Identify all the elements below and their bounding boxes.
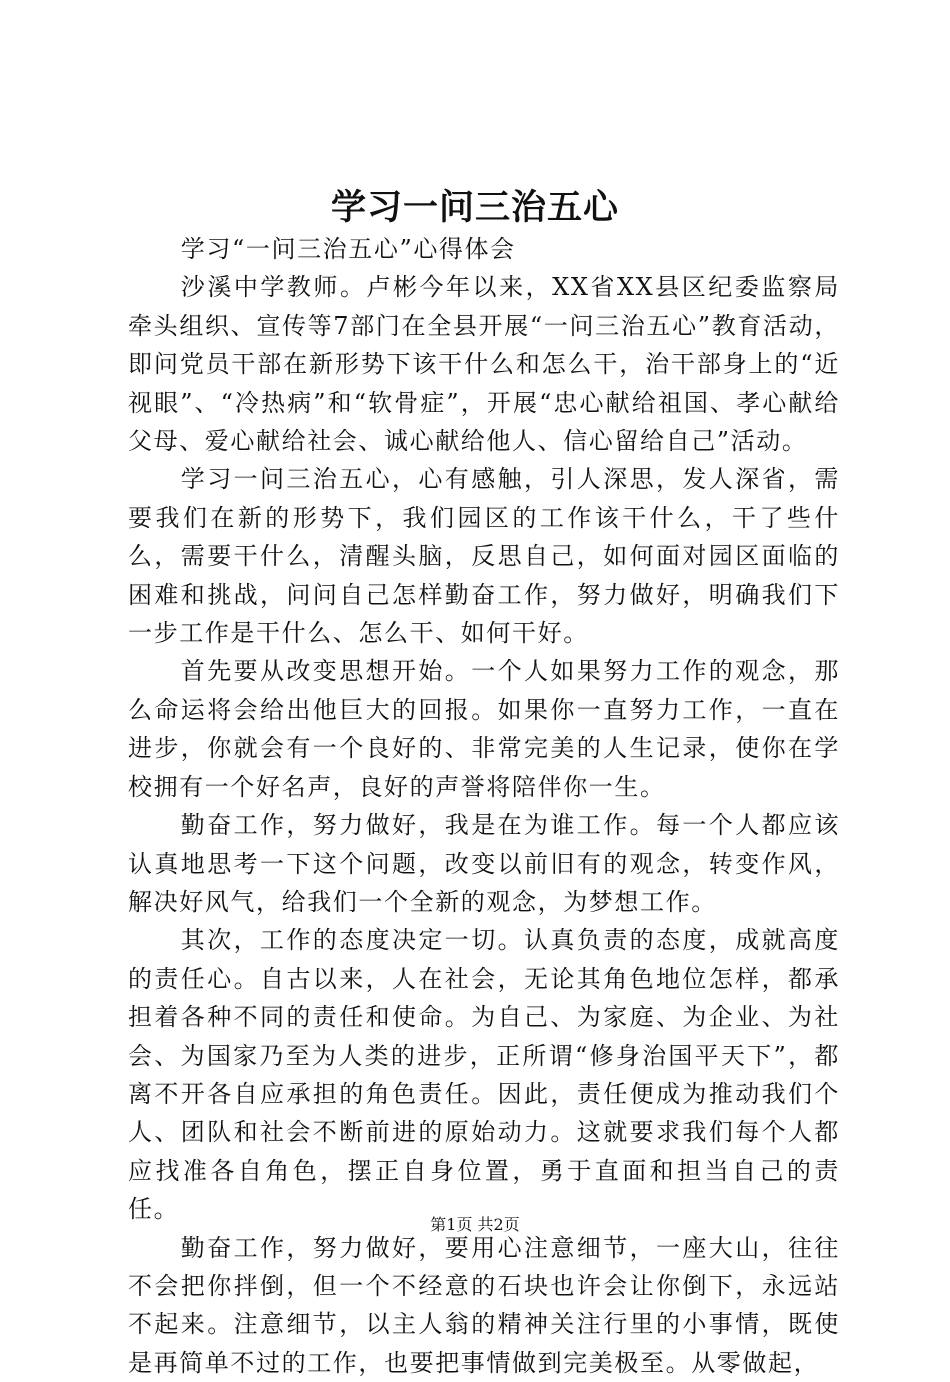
paragraph: 其次，工作的态度决定一切。认真负责的态度，成就高度的责任心。自古以来，人在社会，无论其角色地位怎样，都承担着各种不同的责任和使命。为自己、为家庭、为企业、为社会、为国家乃至为人类的进步，正所谓“修身治国平天下”，都离不开各自应承担的角色责任。因此，责任便成为推动我们个人、团队和社会不断前进的原始动力。这就要求我们每个人都应找准各自角色，摆正自身位置，勇于直面和担当自己的责任。 bbox=[128, 926, 840, 1224]
document-body bbox=[128, 230, 840, 1382]
document-title: 学习一问三治五心 bbox=[330, 187, 619, 228]
page-number-footer: 第1页 共2页 bbox=[430, 1215, 520, 1234]
paragraph: 首先要从改变思想开始。一个人如果努力工作的观念，那么命运将会给出他巨大的回报。如果你一直努力工作，一直在进步，你就会有一个良好的、非常完美的人生记录，使你在学校拥有一个好名声，良好的声誉将陪伴你一生。 bbox=[128, 657, 840, 801]
paragraph: 沙溪中学教师。卢彬今年以来，XX省XX县区纪委监察局牵头组织、宣传等7部门在全县开展“一问三治五心”教育活动，即问党员干部在新形势下该干什么和怎么干，治干部身上的“近视眼”、“冷热病”和“软骨症”，开展“忠心献给祖国、孝心献给父母、爱心献给社会、诚心献给他人、信心留给自己”活动。 bbox=[128, 273, 840, 456]
paragraph: 勤奋工作，努力做好，我是在为谁工作。每一个人都应该认真地思考一下这个问题，改变以前旧有的观念，转变作风，解决好风气，给我们一个全新的观念，为梦想工作。 bbox=[128, 811, 840, 916]
paragraph: 勤奋工作，努力做好，要用心注意细节，一座大山，往往不会把你拌倒，但一个不经意的石块也许会让你倒下，永远站不起来。注意细节，以主人翁的精神关注行里的小事情，既使是再简单不过的工作，也要把事情做到完美极至。从零做起， bbox=[128, 1233, 840, 1377]
paragraph: 学习一问三治五心，心有感触，引人深思，发人深省，需要我们在新的形势下，我们园区的工作该干什么，干了些什么，需要干什么，清醒头脑，反思自己，如何面对园区面临的困难和挑战，问问自己怎样勤奋工作，努力做好，明确我们下一步工作是干什么、怎么干、如何干好。 bbox=[128, 465, 840, 648]
paragraph-subtitle: 学习“一问三治五心”心得体会 bbox=[180, 235, 516, 263]
